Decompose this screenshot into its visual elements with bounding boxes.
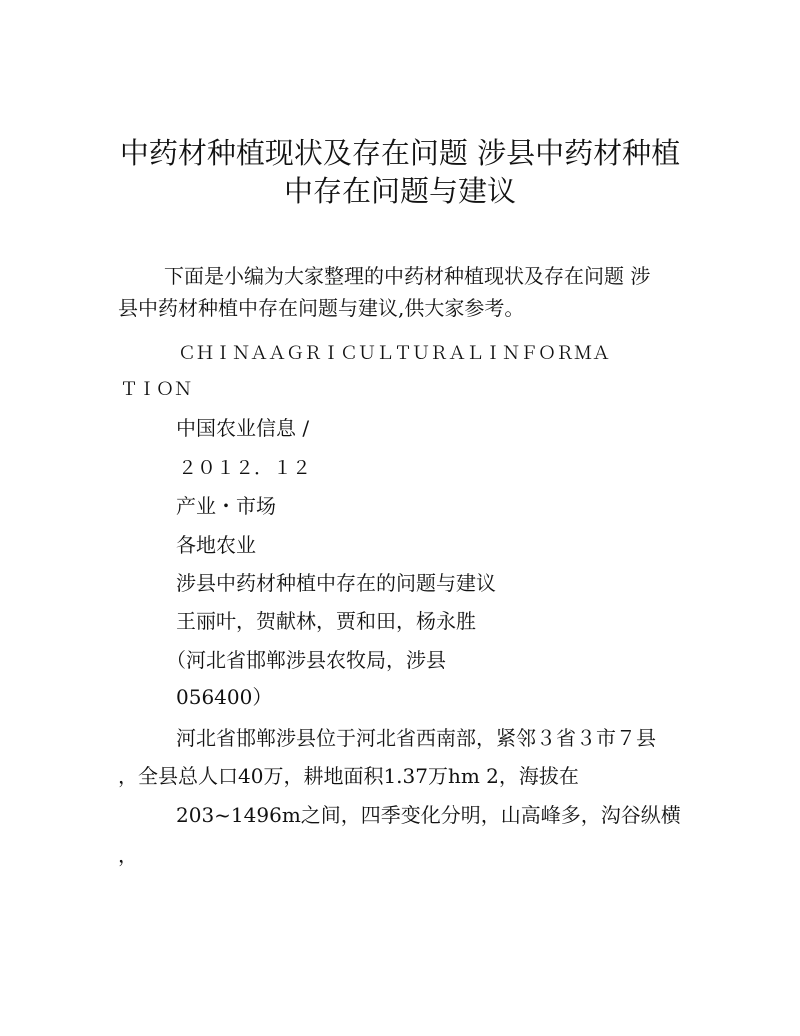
journal-chinese-name: 中国农业信息 / bbox=[176, 416, 310, 440]
author-affiliation-line-2: 056400） bbox=[176, 685, 273, 709]
document-title-line-1: 中药材种植现状及存在问题 涉县中药材种植 bbox=[119, 136, 681, 170]
body-line-1: 河北省邯郸涉县位于河北省西南部，紧邻３省３市７县 bbox=[176, 726, 656, 750]
intro-line-1: 下面是小编为大家整理的中药材种植现状及存在问题 涉 bbox=[164, 264, 651, 288]
body-line-3: 203~1496m之间，四季变化分明，山高峰多，沟谷纵横 bbox=[176, 803, 681, 827]
journal-name-line-2: ＴＩＯＮ bbox=[120, 379, 192, 400]
article-authors: 王丽叶，贺献林，贾和田，杨永胜 bbox=[176, 609, 476, 633]
author-affiliation-line-1: （河北省邯郸涉县农牧局，涉县 bbox=[166, 648, 446, 672]
intro-line-2: 县中药材种植中存在问题与建议,供大家参考。 bbox=[118, 296, 525, 320]
document-title-line-2: 中存在问题与建议 bbox=[283, 174, 516, 208]
journal-column: 各地农业 bbox=[176, 533, 256, 557]
article-title: 涉县中药材种植中存在的问题与建议 bbox=[176, 571, 496, 595]
journal-name-line-1: ＣＨＩＮＡＡＧＲＩＣＵＬＴＵＲＡＬＩＮＦＯＲＭＡ bbox=[178, 343, 610, 364]
journal-section: 产业・市场 bbox=[176, 494, 276, 518]
body-line-2: ，全县总人口40万，耕地面积1.37万hm 2，海拔在 bbox=[118, 764, 579, 788]
body-line-4: ， bbox=[118, 843, 138, 867]
journal-issue: ２０１２．１２ bbox=[178, 457, 312, 479]
